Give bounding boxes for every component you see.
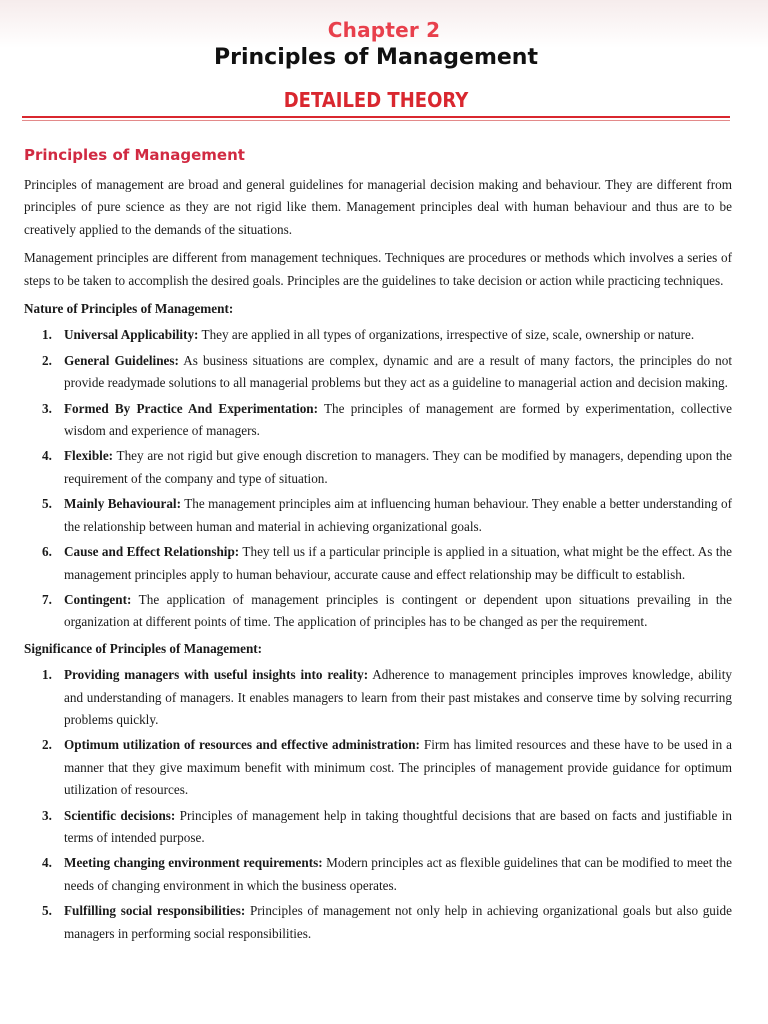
item-term: Formed By Practice And Experimentation: (64, 400, 319, 416)
item-number: 5. (42, 496, 52, 512)
item-term: Meeting changing environment requirements: (64, 855, 323, 871)
list-item (24, 324, 732, 346)
item-number: 2. (42, 737, 52, 753)
item-text: Adherence to management principles improves knowledge, ability and understanding of managers. It enables managers to learn from their past mistakes and conserve time by solving recurring problems quickly. (64, 667, 732, 727)
content-body (24, 144, 732, 949)
list-item (24, 805, 732, 850)
nature-heading: Nature of Principles of Management: (24, 301, 234, 317)
item-text: As business situations are complex, dynamic and are a result of many factors, the principles do not provide readymade solutions to all managerial problems but they act as a guideline to managerial action and decision making. (64, 352, 732, 391)
item-text: Firm has limited resources and these have to be used in a manner that they give maximum benefit with minimum cost. The principles of management provide guidance for optimum utilization of resources. (64, 737, 733, 798)
list-item (24, 734, 732, 801)
divider-rule-thin (22, 120, 730, 121)
significance-list (24, 664, 732, 945)
item-text: They are applied in all types of organizations, irrespective of size, scale, ownership or nature. (201, 327, 695, 343)
section-banner: DETAILED THEORY (283, 88, 469, 112)
page-title: Principles of Management (213, 45, 538, 70)
chapter-label: Chapter 2 (327, 18, 441, 42)
item-number: 4. (42, 448, 52, 464)
item-text: The principles of management are formed by experimentation, collective wisdom and experience of managers. (64, 400, 732, 439)
item-term: Fulfilling social responsibilities: (64, 903, 246, 919)
item-term: Providing managers with useful insights into reality: (64, 667, 369, 683)
item-term: Mainly Behavioural: (64, 496, 181, 512)
item-number: 3. (42, 807, 52, 823)
item-number: 6. (42, 544, 52, 560)
divider-rule (22, 116, 730, 118)
significance-heading: Significance of Principles of Management: (24, 640, 263, 656)
item-number: 4. (42, 855, 52, 871)
section-heading: Principles of Management (24, 146, 245, 164)
item-term: Scientific decisions: (64, 807, 176, 823)
list-item (24, 398, 732, 443)
item-term: Contingent: (64, 591, 132, 607)
item-number: 5. (42, 903, 52, 919)
item-text: Modern principles act as flexible guidelines that can be modified to meet the needs of changing environment in which the business operates. (64, 855, 732, 893)
item-text: The management principles aim at influencing human behaviour. They enable a better understanding of the relationship between human and material in achieving organizational goals. (64, 496, 733, 534)
item-text: Principles of management not only help in achieving organizational goals but also guide managers in performing social responsibilities. (64, 903, 732, 941)
list-item (24, 493, 732, 538)
item-term: Universal Applicability: (64, 327, 199, 343)
item-term: Flexible: (64, 448, 114, 464)
item-number: 3. (42, 400, 52, 416)
item-term: Cause and Effect Relationship: (64, 544, 240, 560)
item-term: Optimum utilization of resources and effective administration: (64, 737, 420, 753)
list-item (24, 350, 732, 395)
intro-paragraph: Principles of management are broad and general guidelines for managerial decision making and behaviour. They are different from principles of pure science as they are not rigid like them. Management principles deal with human behaviour and thus are to be creatively applied to the demands of the situations. (24, 177, 732, 237)
list-item (24, 541, 732, 586)
item-term: General Guidelines: (64, 352, 179, 368)
item-number: 1. (42, 667, 52, 683)
item-number: 7. (42, 591, 52, 607)
list-item (24, 445, 732, 490)
item-text: The application of management principles is contingent or dependent upon situations prevailing in the organization at different points of time. The application of principles has to be changed as per the requirement. (64, 591, 733, 630)
list-item (24, 664, 732, 731)
list-item (24, 852, 732, 897)
list-item (24, 589, 732, 634)
nature-list (24, 324, 732, 633)
item-text: They tell us if a particular principle is applied in a situation, what might be the effect. As the management principles apply to human behaviour, accurate cause and effect relationship may be difficult to establish. (64, 544, 732, 582)
item-number: 1. (42, 327, 52, 343)
item-text: They are not rigid but give enough discretion to managers. They can be modified by managers, depending upon the requirement of the company and type of situation. (64, 448, 732, 486)
item-number: 2. (42, 352, 52, 368)
list-item (24, 900, 732, 945)
item-text: Principles of management help in taking thoughtful decisions that are based on facts and justifiable in terms of intended purpose. (64, 807, 732, 845)
intro-paragraph: Management principles are different from management techniques. Techniques are procedures or methods which involves a series of steps to be taken to accomplish the desired goals. Principles are the guidelines to take decision or action while practicing techniques. (24, 250, 732, 288)
